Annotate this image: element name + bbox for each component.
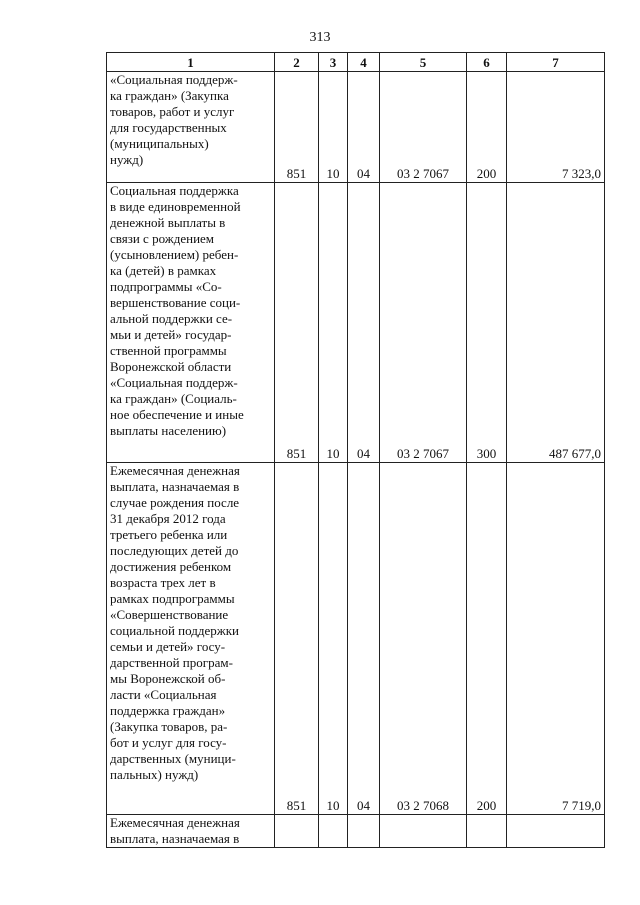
header-col-2: 2 xyxy=(275,53,319,72)
row-section-code: 10 xyxy=(319,463,348,815)
row-amount: 487 677,0 xyxy=(507,183,605,463)
row-ministry-code: 851 xyxy=(275,183,319,463)
row-section-code: 10 xyxy=(319,72,348,183)
table-row xyxy=(107,183,605,463)
row-expense-type xyxy=(467,815,507,848)
row-target-code: 03 2 7068 xyxy=(380,463,467,815)
header-col-3: 3 xyxy=(319,53,348,72)
row-amount: 7 719,0 xyxy=(507,463,605,815)
row-ministry-code: 851 xyxy=(275,463,319,815)
row-target-code xyxy=(380,815,467,848)
row-ministry-code: 851 xyxy=(275,72,319,183)
row-subsection-code: 04 xyxy=(348,463,380,815)
row-description: «Социальная поддерж- ка граждан» (Закупка товаров, работ и услуг для государственных (муниципальных) нужд) xyxy=(107,72,275,183)
row-section-code xyxy=(319,815,348,848)
table-row xyxy=(107,815,605,848)
row-amount: 7 323,0 xyxy=(507,72,605,183)
table-row xyxy=(107,72,605,183)
row-subsection-code: 04 xyxy=(348,72,380,183)
row-ministry-code xyxy=(275,815,319,848)
table-header-row xyxy=(107,53,605,72)
header-col-1: 1 xyxy=(107,53,275,72)
row-target-code: 03 2 7067 xyxy=(380,72,467,183)
row-expense-type: 300 xyxy=(467,183,507,463)
row-expense-type: 200 xyxy=(467,72,507,183)
row-amount xyxy=(507,815,605,848)
row-section-code: 10 xyxy=(319,183,348,463)
header-col-4: 4 xyxy=(348,53,380,72)
row-target-code: 03 2 7067 xyxy=(380,183,467,463)
row-description: Ежемесячная денежная выплата, назначаемая в случае рождения после 31 декабря 2012 года третьего ребенка или последующих детей до достижения ребенком возраста трех лет в рамках подпрограммы «Совершенствование социальной поддержки семьи и детей» госу- дарственной програм- мы Воронежской об- ласти «Социальная поддержка граждан» (Закупка товаров, ра- бот и услуг для госу- дарственных (муници- пальных) нужд) xyxy=(107,463,275,815)
page-number: 313 xyxy=(309,30,331,45)
row-description: Ежемесячная денежная выплата, назначаемая в xyxy=(107,815,275,848)
row-expense-type: 200 xyxy=(467,463,507,815)
table-row xyxy=(107,463,605,815)
header-col-5: 5 xyxy=(380,53,467,72)
row-description: Социальная поддержка в виде единовременной денежной выплаты в связи с рождением (усыновлением) ребен- ка (детей) в рамках подпрограммы «Со- вершенствование соци- альной поддержки се- мьи и детей» государ- ственной программы Воронежской области «Социальная поддерж- ка граждан» (Социаль- ное обеспечение и иные выплаты населению) xyxy=(107,183,275,463)
row-subsection-code xyxy=(348,815,380,848)
header-col-7: 7 xyxy=(507,53,605,72)
header-col-6: 6 xyxy=(467,53,507,72)
budget-table xyxy=(106,52,605,848)
row-subsection-code: 04 xyxy=(348,183,380,463)
